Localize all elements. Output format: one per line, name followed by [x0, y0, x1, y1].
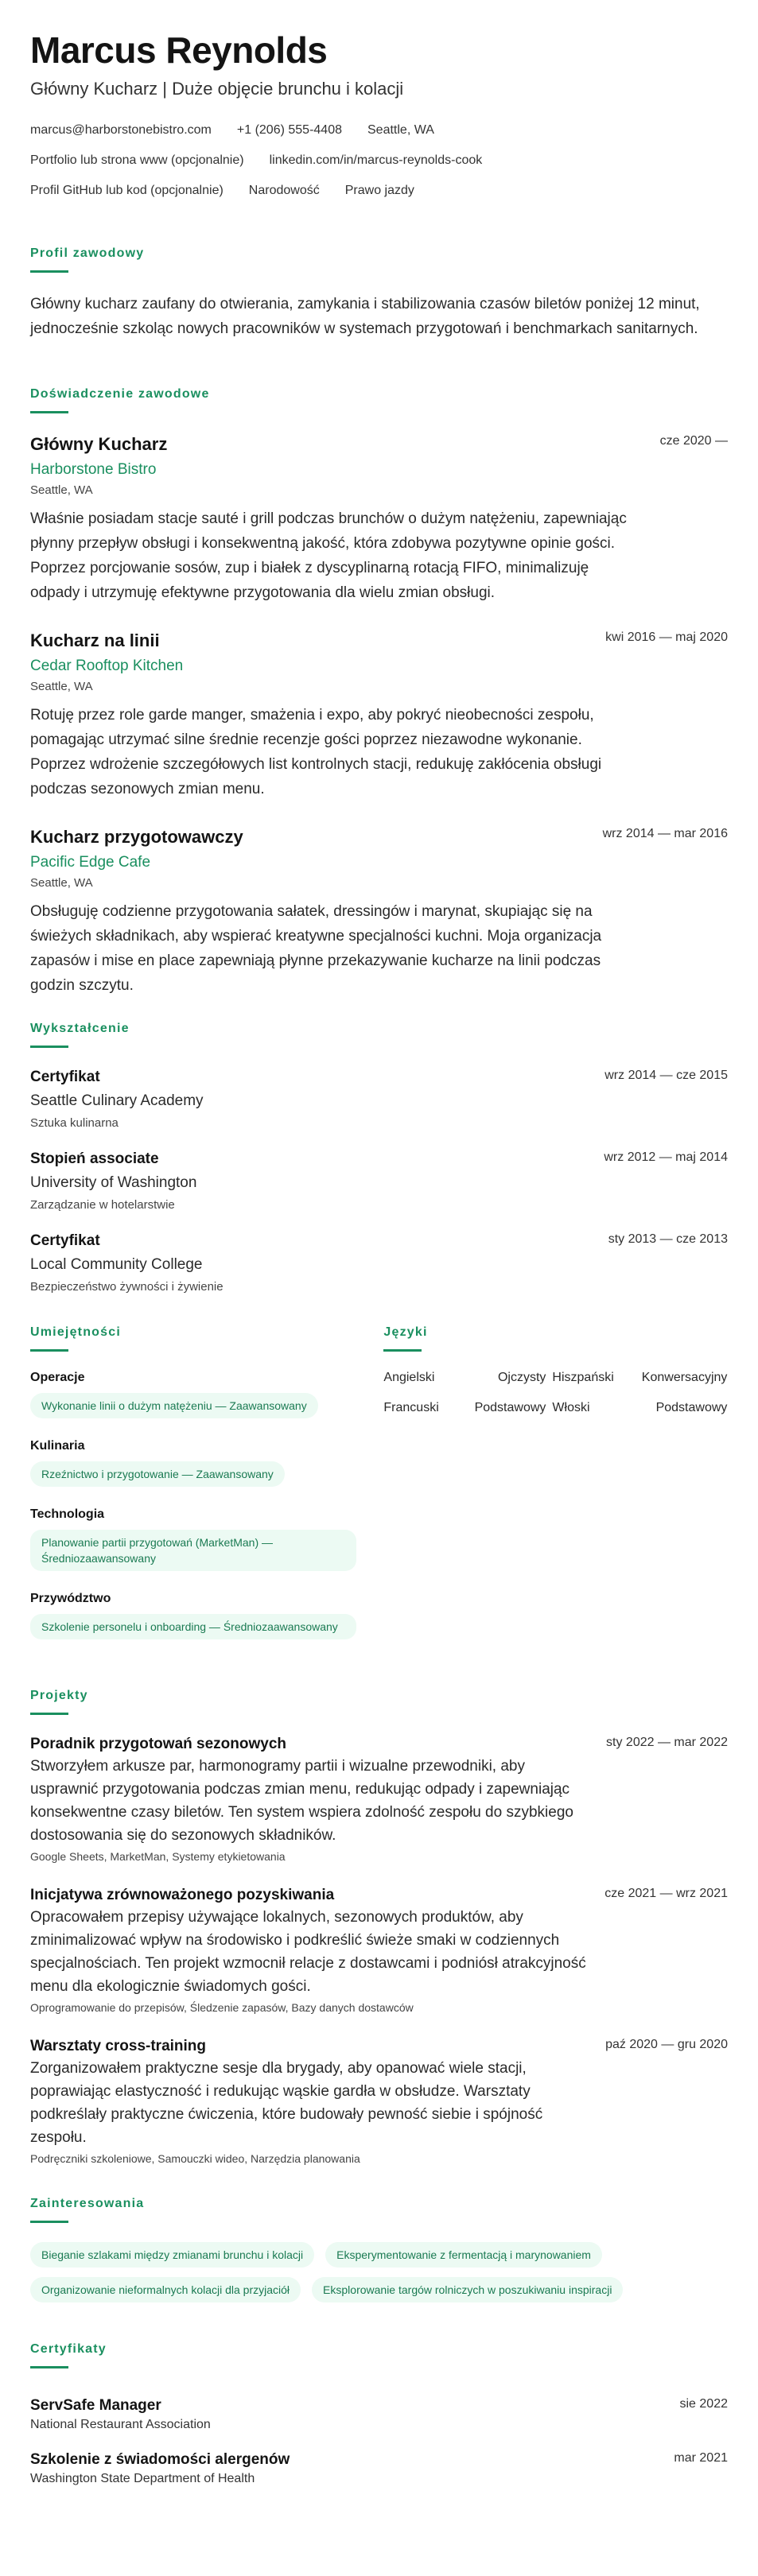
edu-degree: Certyfikat — [30, 1069, 100, 1085]
resume-header — [30, 29, 728, 200]
job-description: Obsługuję codzienne przygotowania sałatek, dressingów i marynat, skupiając się na świeżych składnikach, aby wspierać kreatywne specjalności kuchni. Moja organizacja zapasów i mise en place zapewniają płynne przekazywanie kucharze na linii podczas godzin szczytu. — [30, 903, 602, 994]
contact-row-extra — [30, 181, 728, 200]
interest-chip: Eksplorowanie targów rolniczych w poszukiwaniu inspiracji — [312, 2277, 623, 2302]
project-description: Stworzyłem arkusze par, harmonogramy partii i wizualne przewodniki, aby usprawnić przygotowania podczas zmian menu, redukując odpady i zapewniając konsekwentne czasy biletów. Ten system wspiera zdolność zespołu do szybkiego dostosowania się do sezonowych składników. — [30, 1758, 573, 1844]
job-entry — [30, 825, 728, 998]
section-title: Profil zawodowy — [30, 246, 145, 260]
job-location: Seattle, WA — [30, 876, 93, 890]
job-location: Seattle, WA — [30, 680, 93, 693]
section-title: Wykształcenie — [30, 1022, 130, 1035]
skill-group — [30, 1439, 383, 1487]
education-section — [30, 1022, 728, 1294]
job-description: Rotuję przez role garde manger, smażenia i expo, aby pokryć nieobecności zespołu, pomagając utrzymać silne średnie recenzje gości poprzez niezawodne wykonanie. Poprzez wdrożenie szczegółowych list kontrolnych stacji, redukuję zakłócenia obsługi podczas sezonowych zmian menu. — [30, 707, 602, 797]
github-link[interactable]: Profil GitHub lub kod (opcjonalnie) — [30, 184, 224, 197]
section-title: Certyfikaty — [30, 2342, 107, 2356]
profile-section — [30, 246, 728, 341]
interest-chip: Eksperymentowanie z fermentacją i marynowaniem — [325, 2242, 602, 2268]
project-description: Opracowałem przepisy używające lokalnych, sezonowych produktów, aby zminimalizować wpływ na środowisko i podkreślić świeże smaki w codziennych specjalnościach. Ten projekt wzmocnił relacje z dostawcami i podniósł atrakcyjność menu dla ekologicznie świadomych gości. — [30, 1909, 586, 1995]
edu-field: Zarządzanie w hotelarstwie — [30, 1198, 175, 1212]
job-company: Pacific Edge Cafe — [30, 854, 151, 871]
section-title: Doświadczenie zawodowe — [30, 387, 210, 401]
interests-list — [30, 2233, 730, 2302]
cert-date: mar 2021 — [674, 2451, 728, 2465]
section-title: Umiejętności — [30, 1325, 121, 1339]
email-link[interactable]: marcus@harborstonebistro.com — [30, 123, 212, 137]
job-company: Cedar Rooftop Kitchen — [30, 658, 184, 674]
linkedin-link[interactable]: linkedin.com/in/marcus-reynolds-cook — [269, 153, 483, 167]
edu-field: Bezpieczeństwo żywności i żywienie — [30, 1280, 224, 1294]
edu-school: University of Washington — [30, 1174, 197, 1191]
section-title: Projekty — [30, 1689, 88, 1702]
job-company: Harborstone Bistro — [30, 461, 157, 478]
job-dates: kwi 2016 — maj 2020 — [605, 630, 728, 644]
section-divider — [30, 270, 68, 273]
skill-category: Przywództwo — [30, 1592, 111, 1605]
job-title: Kucharz na linii — [30, 630, 160, 650]
skill-category: Kulinaria — [30, 1439, 85, 1453]
cert-org: Washington State Department of Health — [30, 2472, 255, 2485]
section-divider — [30, 411, 68, 413]
language-name: Włoski — [552, 1401, 590, 1414]
job-dates: cze 2020 — — [659, 434, 728, 448]
experience-section — [30, 387, 728, 998]
edu-dates: wrz 2012 — maj 2014 — [604, 1150, 728, 1164]
cert-date: sie 2022 — [679, 2397, 728, 2411]
project-title: Inicjatywa zrównoważonego pozyskiwania — [30, 1887, 335, 1903]
certification-entry — [30, 2450, 728, 2486]
contact-row-primary — [30, 121, 728, 140]
portfolio-link[interactable]: Portfolio lub strona www (opcjonalnie) — [30, 153, 244, 167]
project-dates: paź 2020 — gru 2020 — [605, 2038, 728, 2051]
skill-group — [30, 1592, 383, 1639]
language-level: Ojczysty — [497, 1371, 546, 1384]
section-title: Zainteresowania — [30, 2197, 145, 2210]
location-text: Seattle, WA — [367, 123, 434, 137]
language-level: Podstawowy — [474, 1401, 546, 1414]
cert-name: Szkolenie z świadomości alergenów — [30, 2451, 290, 2468]
phone-text: +1 (206) 555-4408 — [236, 123, 342, 137]
section-divider — [30, 1349, 68, 1352]
certifications-section — [30, 2342, 728, 2486]
education-entry — [30, 1231, 728, 1294]
project-tags: Podręczniki szkoleniowe, Samouczki wideo, Narzędzia planowania — [30, 2152, 360, 2165]
job-title: Kucharz przygotowawczy — [30, 827, 243, 847]
job-entry — [30, 433, 728, 605]
job-title: Główny Kucharz — [30, 434, 168, 454]
license-text: Prawo jazdy — [344, 184, 414, 197]
project-entry — [30, 2036, 728, 2165]
edu-dates: wrz 2014 — cze 2015 — [604, 1069, 728, 1082]
project-entry — [30, 1885, 728, 2014]
skills-languages-row — [30, 1325, 728, 1660]
section-title: Języki — [383, 1325, 428, 1339]
project-entry — [30, 1734, 728, 1863]
language-level: Konwersacyjny — [641, 1371, 728, 1384]
edu-degree: Certyfikat — [30, 1232, 100, 1249]
skills-section — [30, 1325, 383, 1660]
edu-dates: sty 2013 — cze 2013 — [608, 1232, 728, 1246]
contact-row-links — [30, 151, 728, 170]
certification-entry — [30, 2396, 728, 2432]
project-tags: Google Sheets, MarketMan, Systemy etykietowania — [30, 1850, 286, 1863]
project-title: Poradnik przygotowań sezonowych — [30, 1736, 286, 1752]
interests-section — [30, 2197, 728, 2302]
skill-chip: Rzeźnictwo i przygotowanie — Zaawansowany — [30, 1461, 285, 1487]
project-title: Warsztaty cross-training — [30, 2038, 207, 2054]
skill-category: Technologia — [30, 1507, 105, 1521]
headline: Główny Kucharz | Duże objęcie brunchu i kolacji — [30, 79, 404, 99]
edu-degree: Stopień associate — [30, 1150, 159, 1167]
project-dates: sty 2022 — mar 2022 — [606, 1736, 728, 1749]
profile-summary: Główny kucharz zaufany do otwierania, zamykania i stabilizowania czasów biletów poniżej 12 minut, jednocześnie szkoląc nowych pracowników w systemach przygotowań i benchmarkach sanitarnych. — [30, 296, 700, 337]
job-entry — [30, 629, 728, 801]
job-location: Seattle, WA — [30, 483, 93, 497]
section-divider — [30, 2221, 68, 2223]
interest-chip: Organizowanie nieformalnych kolacji dla przyjaciół — [30, 2277, 301, 2302]
cert-org: National Restaurant Association — [30, 2418, 211, 2431]
nationality-text: Narodowość — [248, 184, 320, 197]
project-description: Zorganizowałem praktyczne sesje dla brygady, aby opanować wiele stacji, poprawiając elastyczność i redukując wąskie gardła w obsłudze. Warsztaty podkreślały praktyczne ćwiczenia, które budowały pewność siebie i spójność zespołu. — [30, 2060, 543, 2146]
skill-group — [30, 1371, 383, 1418]
language-name: Hiszpański — [552, 1371, 614, 1384]
education-entry — [30, 1149, 728, 1212]
cert-name: ServSafe Manager — [30, 2397, 161, 2414]
project-tags: Oprogramowanie do przepisów, Śledzenie zapasów, Bazy danych dostawców — [30, 2001, 414, 2014]
project-dates: cze 2021 — wrz 2021 — [604, 1887, 728, 1900]
edu-field: Sztuka kulinarna — [30, 1116, 119, 1130]
skill-group — [30, 1507, 383, 1571]
education-entry — [30, 1067, 728, 1130]
projects-section — [30, 1689, 728, 2165]
skill-chip: Planowanie partii przygotowań (MarketMan) — Średniozaawansowany — [30, 1530, 356, 1571]
edu-school: Seattle Culinary Academy — [30, 1092, 204, 1109]
skill-chip: Szkolenie personelu i onboarding — Średniozaawansowany — [30, 1614, 356, 1639]
language-name: Francuski — [383, 1401, 439, 1414]
languages-section — [383, 1325, 728, 1660]
job-description: Właśnie posiadam stacje sauté i grill podczas brunchów o dużym natężeniu, zapewniając płynny przepływ obsługi i konsekwentną jakość, która zdobywa pozytywne opinie gości. Poprzez porcjowanie sosów, zup i białek z dyscyplinarną rotacją FIFO, minimalizuję odpady i utrzymuję efektywne przygotowania dla wielu zmian obsługi. — [30, 510, 627, 601]
language-name: Angielski — [383, 1371, 435, 1384]
job-dates: wrz 2014 — mar 2016 — [602, 827, 728, 840]
section-divider — [30, 1046, 68, 1048]
interest-chip: Bieganie szlakami między zmianami brunchu i kolacji — [30, 2242, 314, 2268]
skill-chip: Wykonanie linii o dużym natężeniu — Zaawansowany — [30, 1393, 318, 1418]
candidate-name: Marcus Reynolds — [30, 29, 328, 71]
edu-school: Local Community College — [30, 1256, 203, 1273]
section-divider — [383, 1349, 422, 1352]
skill-category: Operacje — [30, 1371, 85, 1384]
section-divider — [30, 1713, 68, 1715]
section-divider — [30, 2366, 68, 2368]
language-level: Podstawowy — [655, 1401, 728, 1414]
languages-grid — [383, 1371, 728, 1415]
